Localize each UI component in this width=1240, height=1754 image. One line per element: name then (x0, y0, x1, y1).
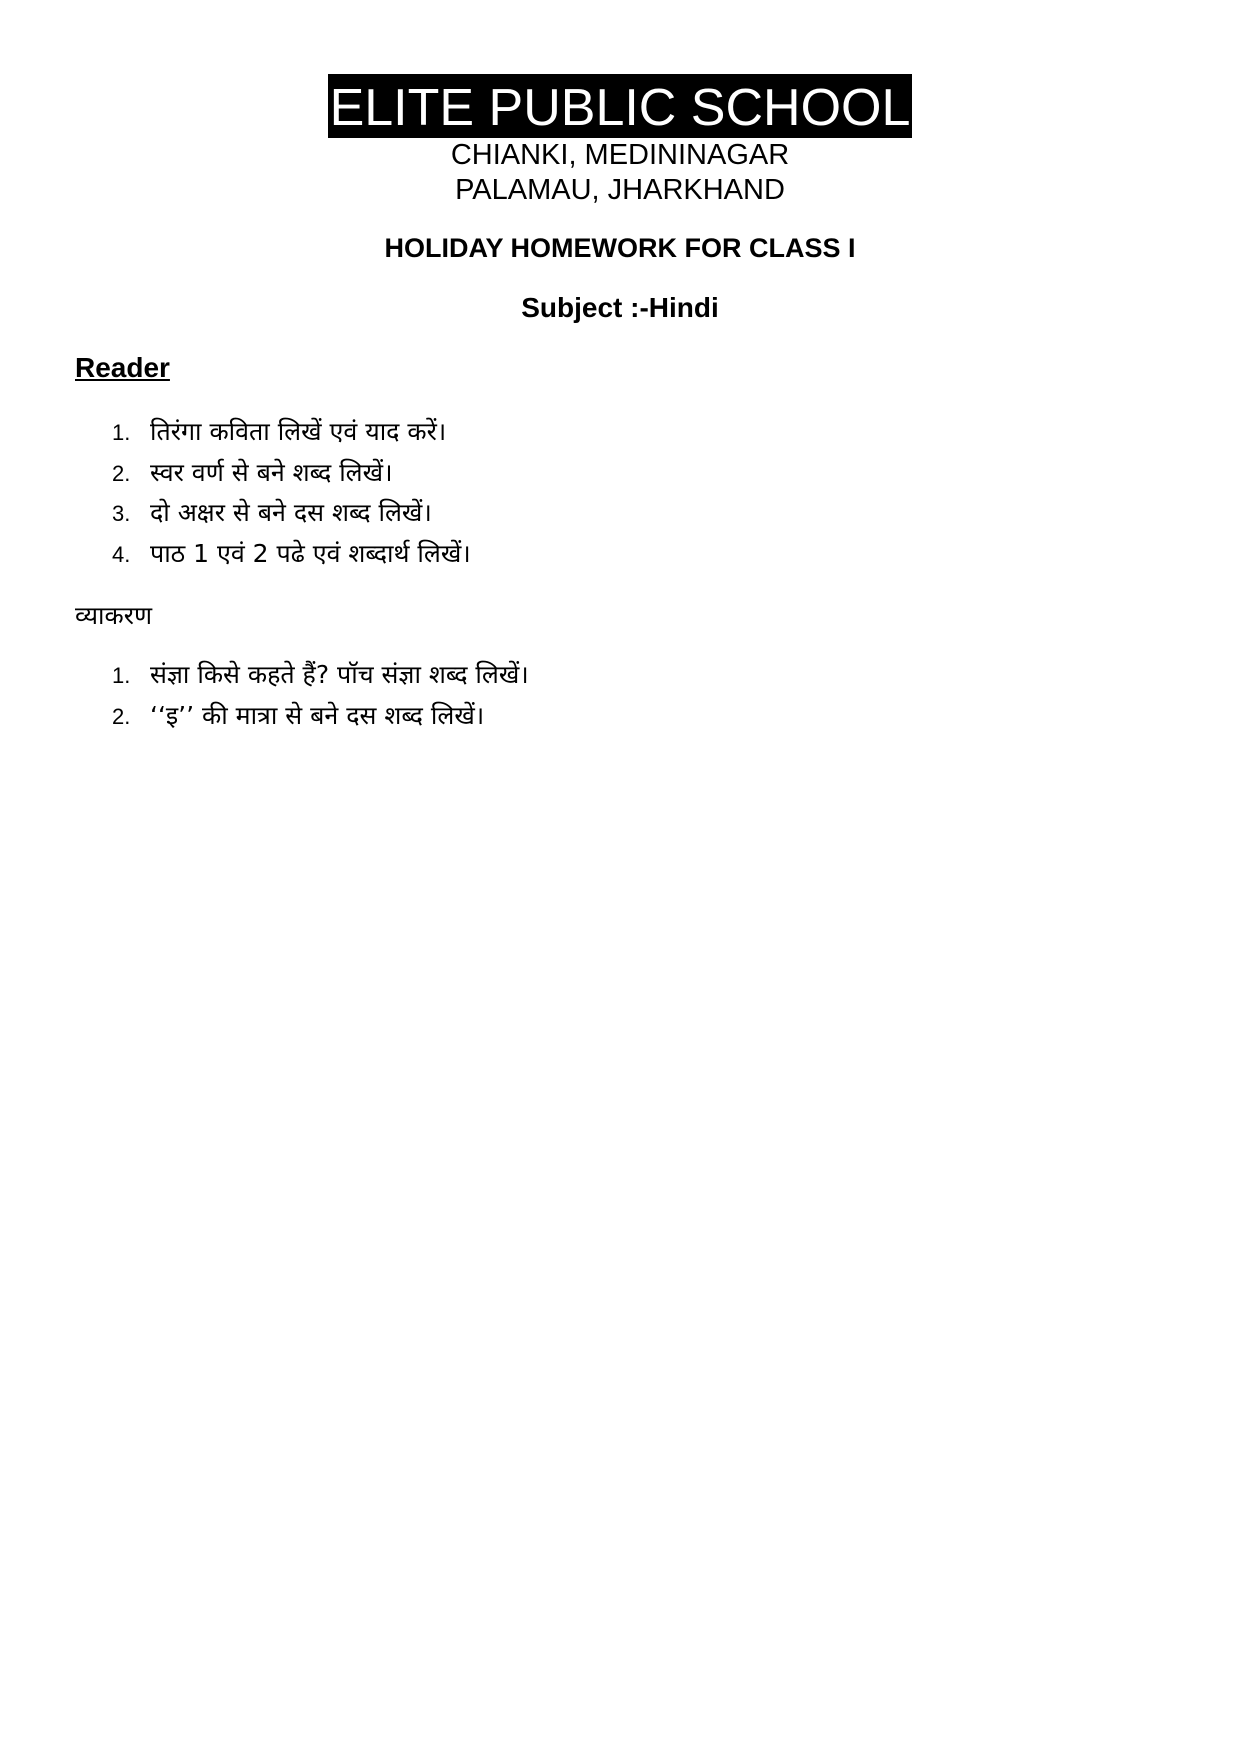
address-line-1: CHIANKI, MEDININAGAR (450, 139, 790, 171)
list-item (112, 696, 529, 737)
homework-title: HOLIDAY HOMEWORK FOR CLASS I (384, 233, 856, 263)
item-number: 2. (112, 703, 131, 729)
item-number: 3. (112, 501, 131, 526)
list-item (112, 453, 471, 494)
grammar-heading: व्याकरण (75, 601, 153, 630)
grammar-list (112, 655, 529, 736)
reader-list (112, 412, 471, 574)
item-number: 1. (112, 420, 131, 445)
reader-heading: Reader (75, 352, 170, 383)
address-line-2: PALAMAU, JHARKHAND (455, 174, 785, 206)
item-text: दो अक्षर से बने दस शब्द लिखें। (150, 498, 432, 527)
school-name: ELITE PUBLIC SCHOOL (328, 74, 913, 138)
list-item (112, 534, 471, 575)
list-item (112, 493, 471, 534)
school-header (0, 74, 1240, 208)
list-item (112, 412, 471, 453)
item-number: 1. (112, 663, 131, 688)
item-text: स्वर वर्ण से बने शब्द लिखें। (150, 457, 393, 487)
item-text: पाठ 1 एवं 2 पढे एवं शब्दार्थ लिखें। (150, 538, 471, 568)
item-text: संज्ञा किसे कहते हैं? पॉच संज्ञा शब्द लिखें। (150, 660, 529, 689)
item-text: ‘‘इ’’ की मात्रा से बने दस शब्द लिखें। (150, 700, 485, 730)
item-number: 2. (112, 460, 131, 486)
subject-line: Subject :-Hindi (521, 292, 719, 323)
list-item (112, 655, 529, 696)
item-text: तिरंगा कविता लिखें एवं याद करें। (150, 417, 447, 446)
item-number: 4. (112, 541, 131, 567)
